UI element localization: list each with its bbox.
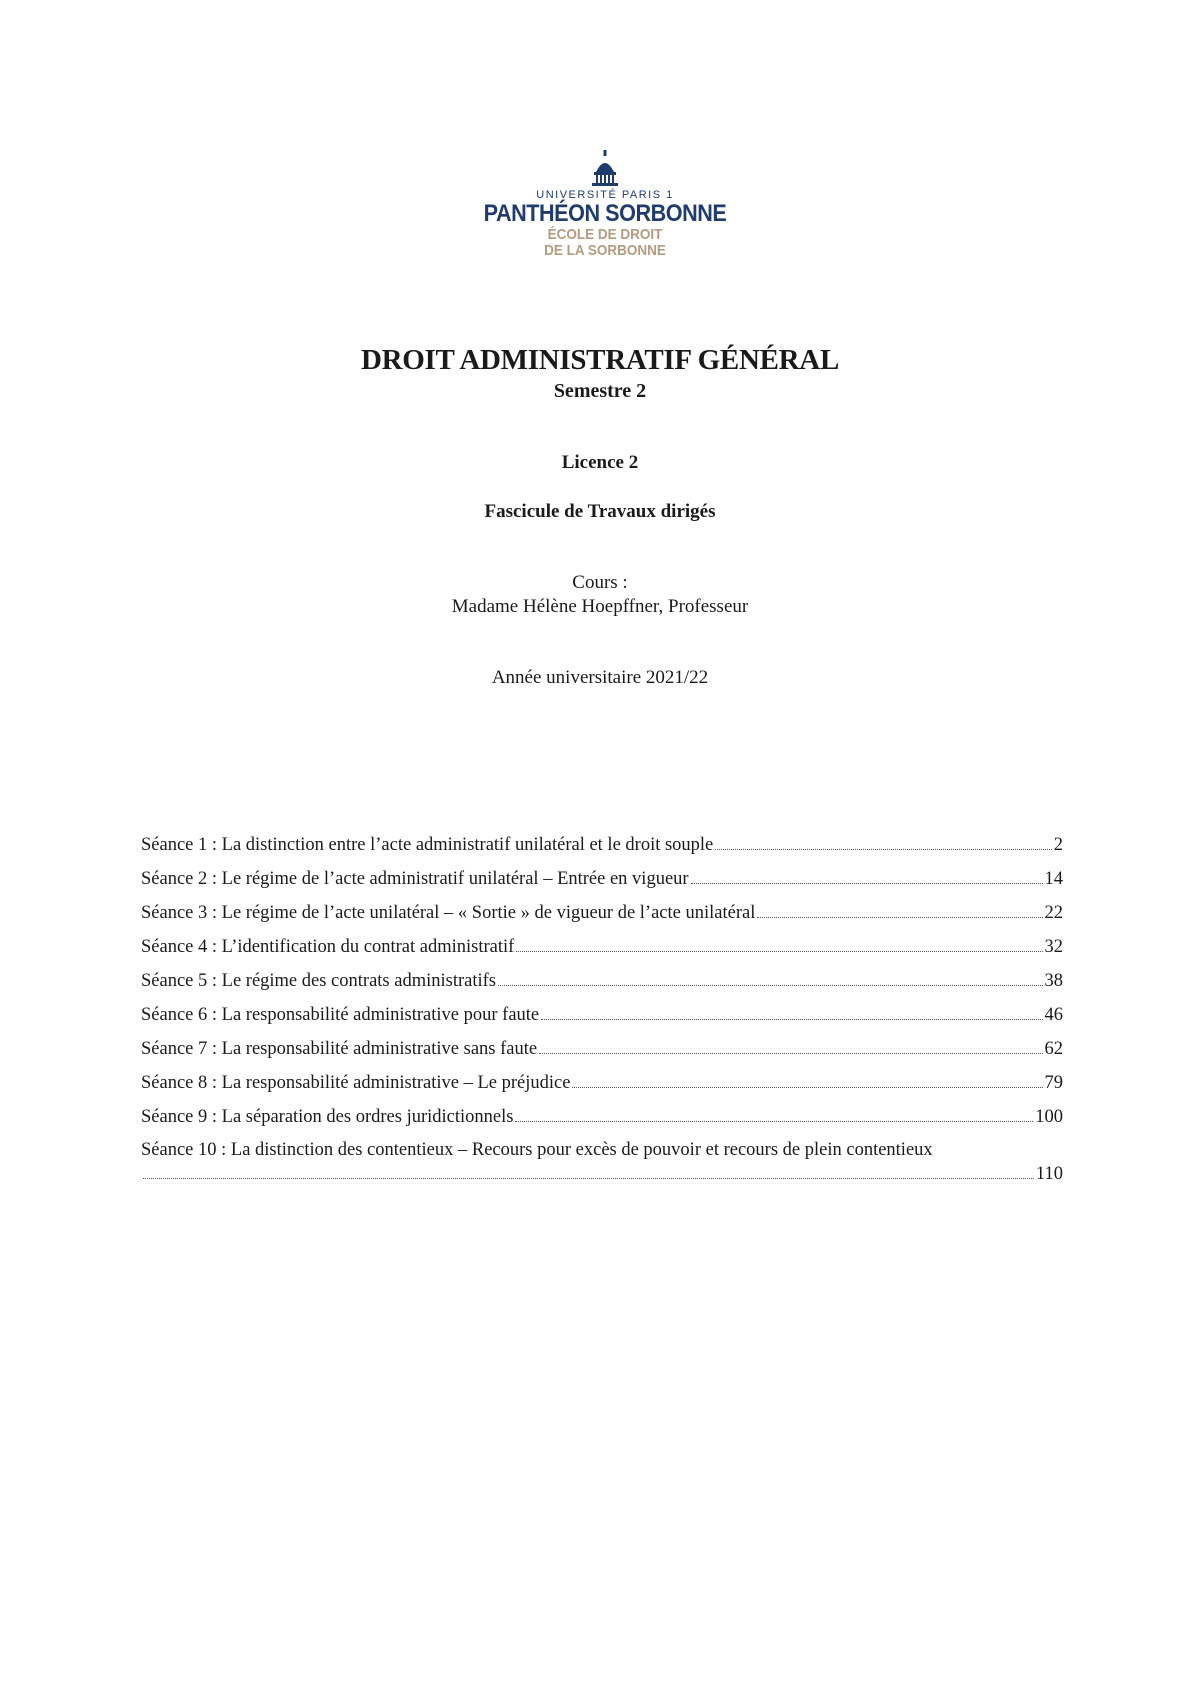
toc-entry-page: 100	[1035, 1107, 1063, 1127]
toc-entry[interactable]	[141, 1066, 1063, 1100]
course-label: Cours :	[572, 572, 628, 593]
toc-entry-page: 32	[1044, 937, 1063, 957]
toc-entry-label: Séance 5 : Le régime des contrats administratifs	[141, 971, 496, 991]
toc-entry-page: 14	[1044, 869, 1063, 889]
toc-entry-page: 79	[1044, 1073, 1063, 1093]
professor-name: Madame Hélène Hoepffner, Professeur	[451, 596, 749, 617]
semester-subtitle: Semestre 2	[553, 380, 647, 402]
toc-entry-label: Séance 9 : La séparation des ordres juridictionnels	[141, 1107, 514, 1127]
level-heading: Licence 2	[561, 452, 639, 473]
toc-entry[interactable]	[141, 1100, 1063, 1134]
toc-entry[interactable]	[141, 998, 1063, 1032]
toc-entry-page: 38	[1044, 971, 1063, 991]
university-logo	[470, 150, 740, 275]
toc-entry[interactable]	[141, 896, 1063, 930]
toc-entry[interactable]	[141, 1032, 1063, 1066]
table-of-contents	[141, 828, 1063, 1186]
toc-entry-label: Séance 3 : Le régime de l’acte unilatéral – « Sortie » de vigueur de l’acte unilatéral	[141, 903, 756, 923]
toc-dot-leader	[715, 841, 1051, 850]
toc-dot-leader	[143, 1170, 1034, 1179]
toc-entry-page: 110	[1035, 1164, 1063, 1184]
toc-dot-leader	[541, 1011, 1042, 1020]
academic-year: Année universitaire 2021/22	[491, 667, 709, 688]
toc-entry-label: Séance 2 : Le régime de l’acte administratif unilatéral – Entrée en vigueur	[141, 869, 689, 889]
toc-entry-page: 46	[1044, 1005, 1063, 1025]
toc-dot-leader	[539, 1045, 1042, 1054]
toc-entry-label: Séance 10 : La distinction des contentieux – Recours pour excès de pouvoir et recours de plein contentieux	[141, 1140, 933, 1160]
toc-entry-page: 2	[1053, 835, 1063, 855]
toc-dot-leader	[757, 909, 1042, 918]
toc-entry-label: Séance 8 : La responsabilité administrative – Le préjudice	[141, 1073, 571, 1093]
logo-university-text: UNIVERSITÉ PARIS 1	[536, 189, 674, 201]
toc-dot-leader	[515, 1113, 1033, 1122]
pantheon-dome-icon	[587, 150, 623, 188]
toc-dot-leader	[516, 943, 1042, 952]
toc-entry[interactable]	[141, 862, 1063, 896]
toc-dot-leader	[691, 875, 1043, 884]
toc-entry-label: Séance 4 : L’identification du contrat administratif	[141, 937, 515, 957]
toc-entry[interactable]	[141, 1138, 1063, 1186]
toc-entry-label: Séance 1 : La distinction entre l’acte administratif unilatéral et le droit souple	[141, 835, 714, 855]
toc-entry-page: 22	[1044, 903, 1063, 923]
document-title: DROIT ADMINISTRATIF GÉNÉRAL	[360, 344, 839, 376]
toc-entry[interactable]	[141, 964, 1063, 998]
toc-entry-label: Séance 6 : La responsabilité administrative pour faute	[141, 1005, 540, 1025]
toc-entry-page: 62	[1044, 1039, 1063, 1059]
toc-entry[interactable]	[141, 930, 1063, 964]
toc-dot-leader	[498, 977, 1043, 986]
logo-school-line1: ÉCOLE DE DROIT	[547, 226, 663, 243]
logo-school-line2: DE LA SORBONNE	[544, 242, 666, 259]
toc-entry-label: Séance 7 : La responsabilité administrative sans faute	[141, 1039, 538, 1059]
booklet-heading: Fascicule de Travaux dirigés	[484, 501, 716, 522]
toc-entry[interactable]	[141, 828, 1063, 862]
toc-dot-leader	[572, 1079, 1042, 1088]
logo-name-text: PANTHÉON SORBONNE	[483, 200, 727, 227]
